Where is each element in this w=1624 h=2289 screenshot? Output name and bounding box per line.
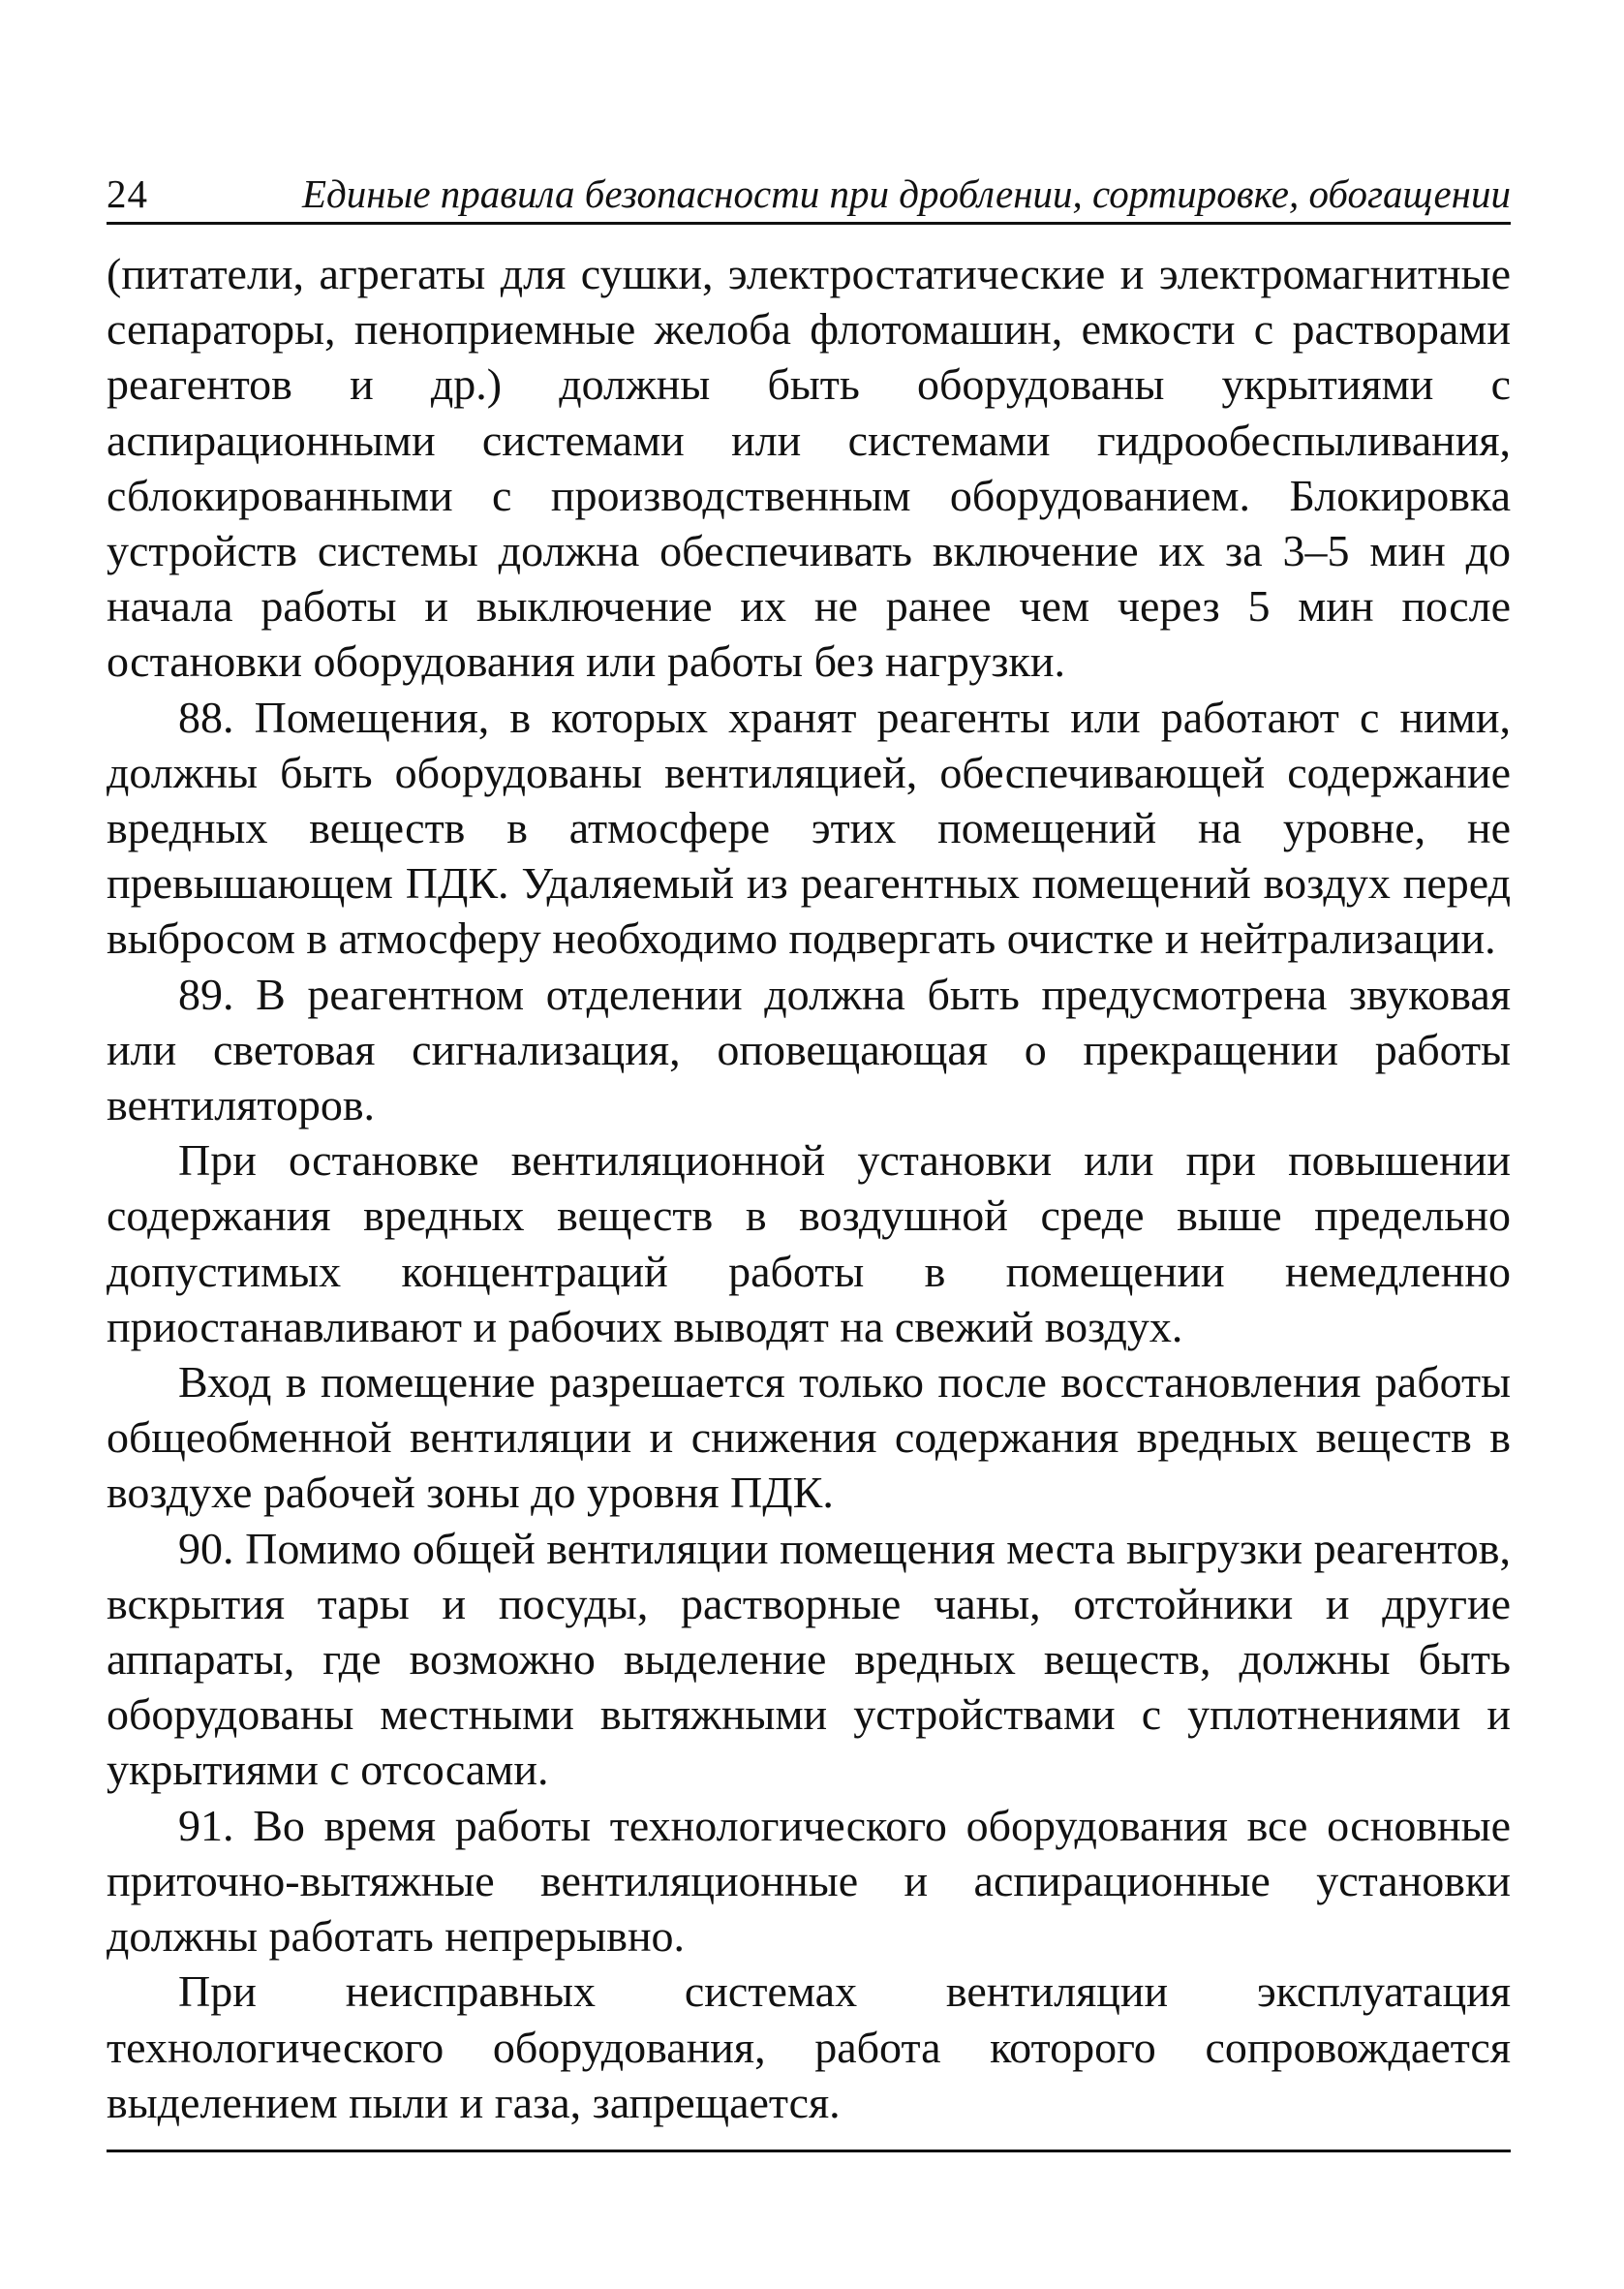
paragraph-item-88: 88. Помещения, в которых хранят реагенты или работают с ними, должны быть оборудованы вентиляцией, обеспечивающей содержание вредных веществ в атмосфере этих помещений на уровне, не превышающем ПДК. Удаляемый из реагентных помещений воздух перед выбросом в атмосферу необходимо подвергать очистке и нейтрализации. <box>107 692 1511 964</box>
body-text <box>107 246 1511 2130</box>
paragraph-item-91: 91. Во время работы технологического оборудования все основные приточно-вытяжные вентиляционные и аспирационные установки должны работать непрерывно. <box>107 1800 1511 1962</box>
paragraph-item-90: 90. Помимо общей вентиляции помещения места выгрузки реагентов, вскрытия тары и посуды, растворные чаны, отстойники и другие аппараты, где возможно выделение вредных веществ, должны быть оборудованы местными вытяжными устройствами с уплотнениями и укрытиями с отсосами. <box>107 1523 1511 1795</box>
running-header <box>107 171 1511 225</box>
paragraph-continuation: (питатели, агрегаты для сушки, электростатические и электромагнитные сепараторы, пеноприемные желоба флотомашин, емкости с растворами реагентов и др.) должны быть оборудованы укрытиями с аспирационными системами или системами гидрообеспыливания, сблокированными с производственным оборудованием. Блокировка устройств системы должна обеспечивать включение их за 3–5 мин до начала работы и выключение их не ранее чем через 5 мин после остановки оборудования или работы без нагрузки. <box>107 249 1511 687</box>
page-number: 24 <box>107 171 148 216</box>
paragraph-item-89: 89. В реагентном отделении должна быть предусмотрена звуковая или световая сигнализация, оповещающая о прекращении работы вентиляторов. <box>107 969 1511 1130</box>
paragraph-ventilation-stop: При остановке вентиляционной установки или при повышении содержания вредных веществ в воздушной среде выше предельно допустимых концентраций работы в помещении немедленно приостанавливают и рабочих выводят на свежий воздух. <box>107 1135 1511 1351</box>
book-page <box>107 171 1511 2152</box>
bottom-rule <box>107 2150 1511 2152</box>
paragraph-faulty-ventilation: При неисправных системах вентиляции эксплуатация технологического оборудования, работа которого сопровождается выделением пыли и газа, запрещается. <box>107 1966 1511 2127</box>
paragraph-entry-allowed: Вход в помещение разрешается только после восстановления работы общеобменной вентиляции и снижения содержания вредных веществ в воздухе рабочей зоны до уровня ПДК. <box>107 1357 1511 1518</box>
running-title: Единые правила безопасности при дроблении, сортировке, обогащении <box>301 171 1511 216</box>
